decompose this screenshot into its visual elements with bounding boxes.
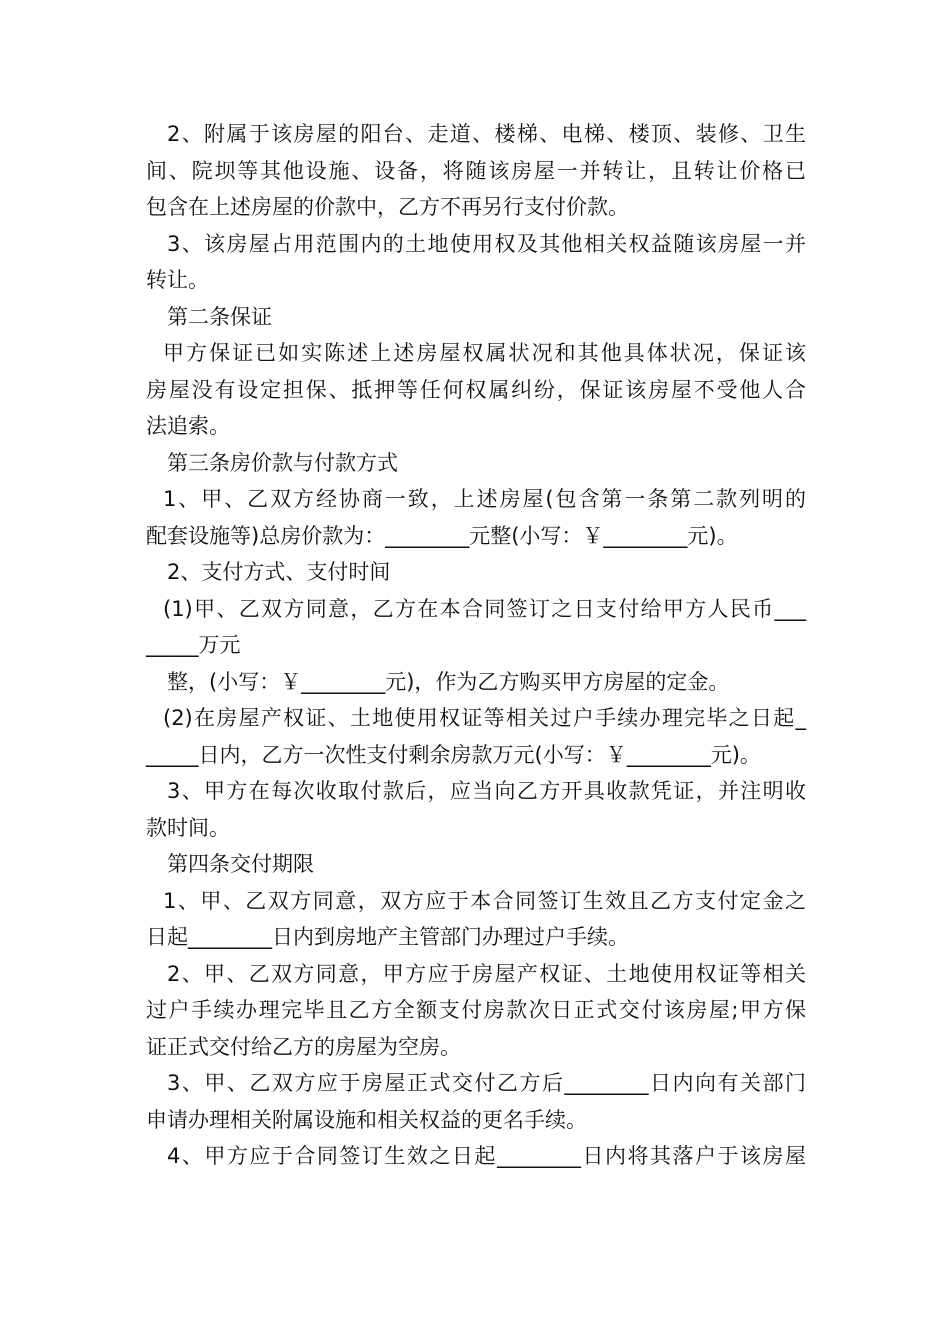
document-line: 4、甲方应于合同签订生效之日起________日内将其落户于该房屋 <box>167 1144 806 1168</box>
document-line: 2、附属于该房屋的阳台、走道、楼梯、电梯、楼顶、装修、卫生 <box>167 122 806 146</box>
document-line: 过户手续办理完毕且乙方全额支付房款次日正式交付该房屋;甲方保 <box>146 998 806 1022</box>
document-line: (1)甲、乙双方同意，乙方在本合同签订之日支付给甲方人民币___ <box>163 596 806 621</box>
document-body <box>146 116 806 1175</box>
document-line: 第二条保证 <box>167 304 272 329</box>
document-line: 第三条房价款与付款方式 <box>167 450 398 475</box>
document-line: 2、甲、乙双方同意，甲方应于房屋产权证、土地使用权证等相关 <box>167 961 806 986</box>
document-line: 款时间。 <box>146 815 230 840</box>
document-line: 证正式交付给乙方的房屋为空房。 <box>146 1034 461 1059</box>
document-line: _____日内，乙方一次性支付剩余房款万元(小写：￥________元)。 <box>146 742 761 767</box>
document-line: 包含在上述房屋的价款中，乙方不再另行支付价款。 <box>146 195 629 219</box>
document-line: (2)在房屋产权证、土地使用权证等相关过户手续办理完毕之日起_ <box>163 706 806 730</box>
document-line: 申请办理相关附属设施和相关权益的更名手续。 <box>146 1107 587 1132</box>
document-line: 间、院坝等其他设施、设备，将随该房屋一并转让，且转让价格已 <box>146 158 806 183</box>
document-line: 1、甲、乙双方经协商一致，上述房屋(包含第一条第二款列明的 <box>163 487 806 511</box>
document-line: 房屋没有设定担保、抵押等任何权属纠纷，保证该房屋不受他人合 <box>146 377 806 402</box>
document-line: 3、甲、乙双方应于房屋正式交付乙方后________日内向有关部门 <box>167 1071 806 1095</box>
document-line: 甲方保证已如实陈述上述房屋权属状况和其他具体状况，保证该 <box>163 341 806 365</box>
document-line: 转让。 <box>146 268 209 292</box>
document-line: 配套设施等)总房价款为：________元整(小写：￥________元)。 <box>146 523 738 548</box>
document-line: 日起________日内到房地产主管部门办理过户手续。 <box>146 925 629 949</box>
document-line: 2、支付方式、支付时间 <box>167 560 391 584</box>
document-line: 3、该房屋占用范围内的土地使用权及其他相关权益随该房屋一并 <box>167 231 806 256</box>
document-line: 法追索。 <box>146 414 230 438</box>
document-line: 整，(小写：￥________元)，作为乙方购买甲方房屋的定金。 <box>167 669 730 694</box>
document-line: 1、甲、乙双方同意，双方应于本合同签订生效且乙方支付定金之 <box>163 888 806 913</box>
document-line: 3、甲方在每次收取付款后，应当向乙方开具收款凭证，并注明收 <box>167 779 806 803</box>
document-line: 第四条交付期限 <box>167 852 314 876</box>
document-line: _____万元 <box>146 633 241 657</box>
